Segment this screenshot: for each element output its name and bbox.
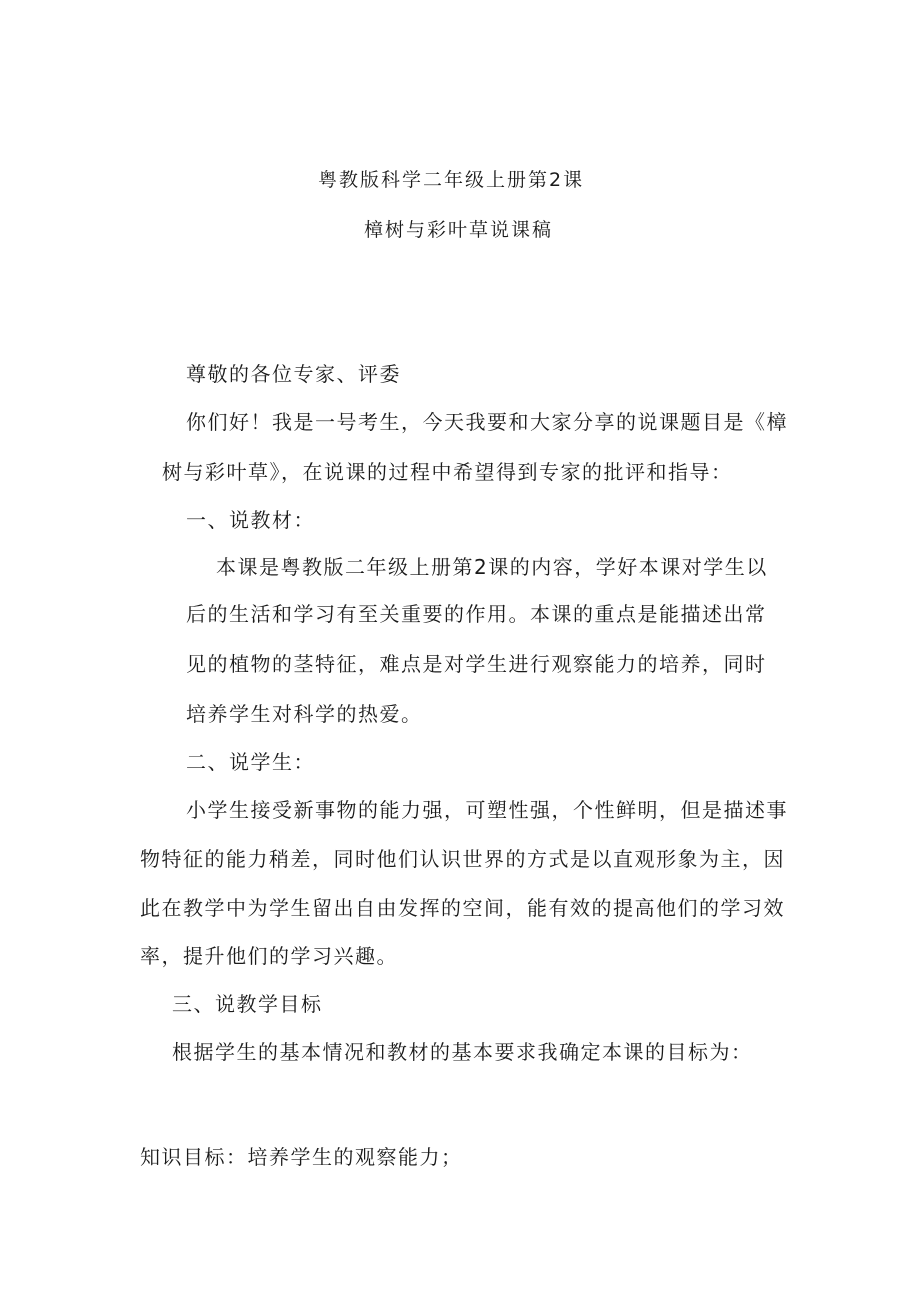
- section2-heading: 二、说学生：: [186, 750, 315, 774]
- section1-line: 见的植物的茎特征，难点是对学生进行观察能力的培养，同时: [186, 652, 767, 676]
- section2-line: 率，提升他们的学习兴趣。: [140, 944, 398, 968]
- section1-line: 后的生活和学习有至关重要的作用。本课的重点是能描述出常: [186, 602, 767, 626]
- intro-line-2: 树与彩叶草》，在说课的过程中希望得到专家的批评和指导：: [162, 460, 733, 484]
- knowledge-goal: 知识目标：培养学生的观察能力；: [140, 1145, 463, 1169]
- section2-line: 小学生接受新事物的能力强，可塑性强，个性鲜明，但是描述事: [186, 798, 788, 822]
- document-title: 粤教版科学二年级上册第2课: [318, 169, 585, 191]
- document-subtitle: 樟树与彩叶草说课稿: [364, 219, 554, 241]
- section3-intro: 根据学生的基本情况和教材的基本要求我确定本课的目标为：: [172, 1040, 753, 1064]
- intro-line-1: 你们好！我是一号考生，今天我要和大家分享的说课题目是《樟: [186, 410, 788, 434]
- section1-line: 培养学生对科学的热爱。: [186, 702, 423, 726]
- section1-line: 本课是粤教版二年级上册第2课的内容，学好本课对学生以: [216, 555, 768, 579]
- section1-heading: 一、说教材：: [186, 508, 315, 532]
- greeting: 尊敬的各位专家、评委: [186, 362, 401, 386]
- section3-heading: 三、说教学目标: [172, 992, 323, 1016]
- section2-line: 物特征的能力稍差，同时他们认识世界的方式是以直观形象为主，因: [140, 847, 785, 871]
- section2-line: 此在教学中为学生留出自由发挥的空间，能有效的提高他们的学习效: [140, 896, 785, 920]
